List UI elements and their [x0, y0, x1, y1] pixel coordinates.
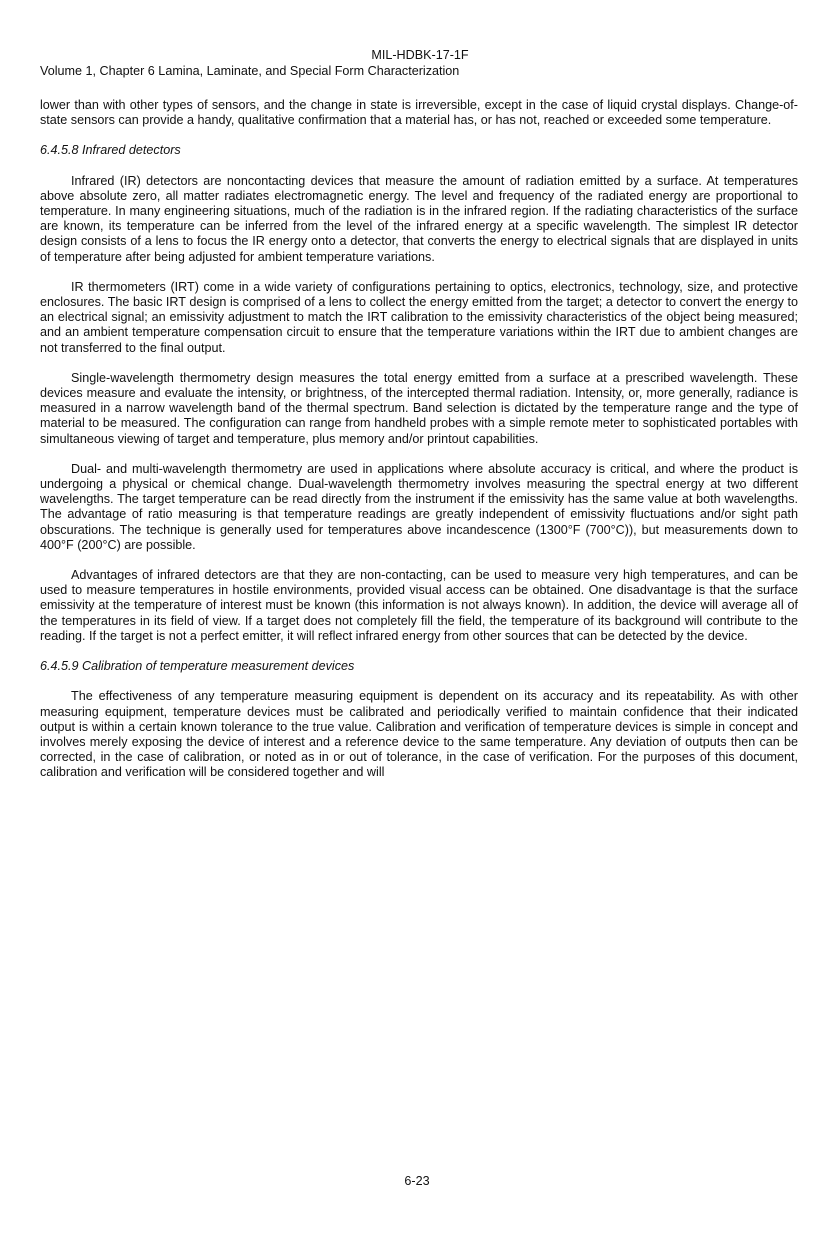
paragraph-ir-thermometers: IR thermometers (IRT) come in a wide variety of configurations pertaining to optics, electronics, technology, size, and protective enclosures. The basic IRT design is comprised of a lens to collect the energy emitted from the target; a detector to convert the energy to an electrical signal; an emissivity adjustment to match the IRT calibration to the emissivity characteristics of the object being measured; and an ambient temperature compensation circuit to ensure that the temperature variations within the IRT due to ambient changes are not transferred to the final output.	[40, 279, 798, 355]
paragraph-calibration: The effectiveness of any temperature measuring equipment is dependent on its accuracy and its repeatability. As with other measuring equipment, temperature devices must be calibrated and periodically verified to maintain confidence that their indicated output is within a certain known tolerance to the true value. Calibration and verification of temperature devices is simple in concept and involves merely exposing the device of interest and a reference device to the same temperature. Any deviation of outputs then can be corrected, in the case of calibration, or noted as in or out of tolerance, in the case of verification. For the purposes of this document, calibration and verification will be considered together and will	[40, 689, 798, 780]
paragraph-dual-wavelength: Dual- and multi-wavelength thermometry are used in applications where absolute accuracy is critical, and where the product is undergoing a physical or chemical change. Dual-wavelength thermometry involves measuring the spectral energy at two different wavelengths. The target temperature can be read directly from the instrument if the emissivity has the same value at both wavelengths. The advantage of ratio measuring is that temperature readings are greatly independent of emissivity fluctuations and/or sight path obscurations. The technique is generally used for temperatures above incandescence (1300°F (700°C)), but measurements down to 400°F (200°C) are possible.	[40, 461, 798, 552]
document-id: MIL-HDBK-17-1F	[371, 48, 469, 62]
paragraph-single-wavelength: Single-wavelength thermometry design measures the total energy emitted from a surface at a prescribed wavelength. These devices measure and evaluate the intensity, or brightness, of the intercepted thermal radiation. Intensity, or, more generally, radiance is measured in a narrow wavelength band of the thermal spectrum. Band selection is dictated by the temperature range and the type of material to be measured. The configuration can range from handheld probes with a simple remote meter to sophisticated portables with simultaneous viewing of target and temperature, plus memory and/or printout capabilities.	[40, 370, 798, 446]
paragraph-intro: lower than with other types of sensors, and the change in state is irreversible, except in the case of liquid crystal displays. Change-of-state sensors can provide a handy, qualitative confirmation that a material has, or has not, reached or exceeded some temperature.	[40, 98, 798, 128]
page-number: 6-23	[404, 1174, 430, 1188]
page-header	[40, 47, 800, 79]
page-body	[40, 98, 798, 796]
chapter-title: Volume 1, Chapter 6 Lamina, Laminate, and Special Form Characterization	[40, 64, 460, 78]
page-footer	[0, 1174, 834, 1189]
section-heading-calibration: 6.4.5.9 Calibration of temperature measurement devices	[40, 659, 355, 674]
paragraph-ir-overview: Infrared (IR) detectors are noncontacting devices that measure the amount of radiation emitted by a surface. At temperatures above absolute zero, all matter radiates electromagnetic energy. The level and frequency of the radiated energy are proportional to temperature. In many engineering situations, much of the radiation is in the infrared region. If the radiating characteristics of the surface are known, its temperature can be inferred from the level of the infrared energy at a specific wavelength. The simplest IR detector design consists of a lens to focus the IR energy onto a detector, that converts the energy to electrical signals that are displayed in units of temperature after being adjusted for ambient temperature variations.	[40, 173, 798, 264]
section-heading-infrared-detectors: 6.4.5.8 Infrared detectors	[40, 143, 181, 158]
paragraph-ir-advantages: Advantages of infrared detectors are that they are non-contacting, can be used to measure very high temperatures, and can be used to measure temperatures in hostile environments, provided visual access can be obtained. One disadvantage is that the surface emissivity at the temperature of interest must be known (this information is not always known). In addition, the device will average all of the temperatures in its field of view. If a target does not completely fill the field, the temperature of its background will contribute to the reading. If the target is not a perfect emitter, it will reflect infrared energy from other sources that can be detected by the device.	[40, 568, 798, 643]
